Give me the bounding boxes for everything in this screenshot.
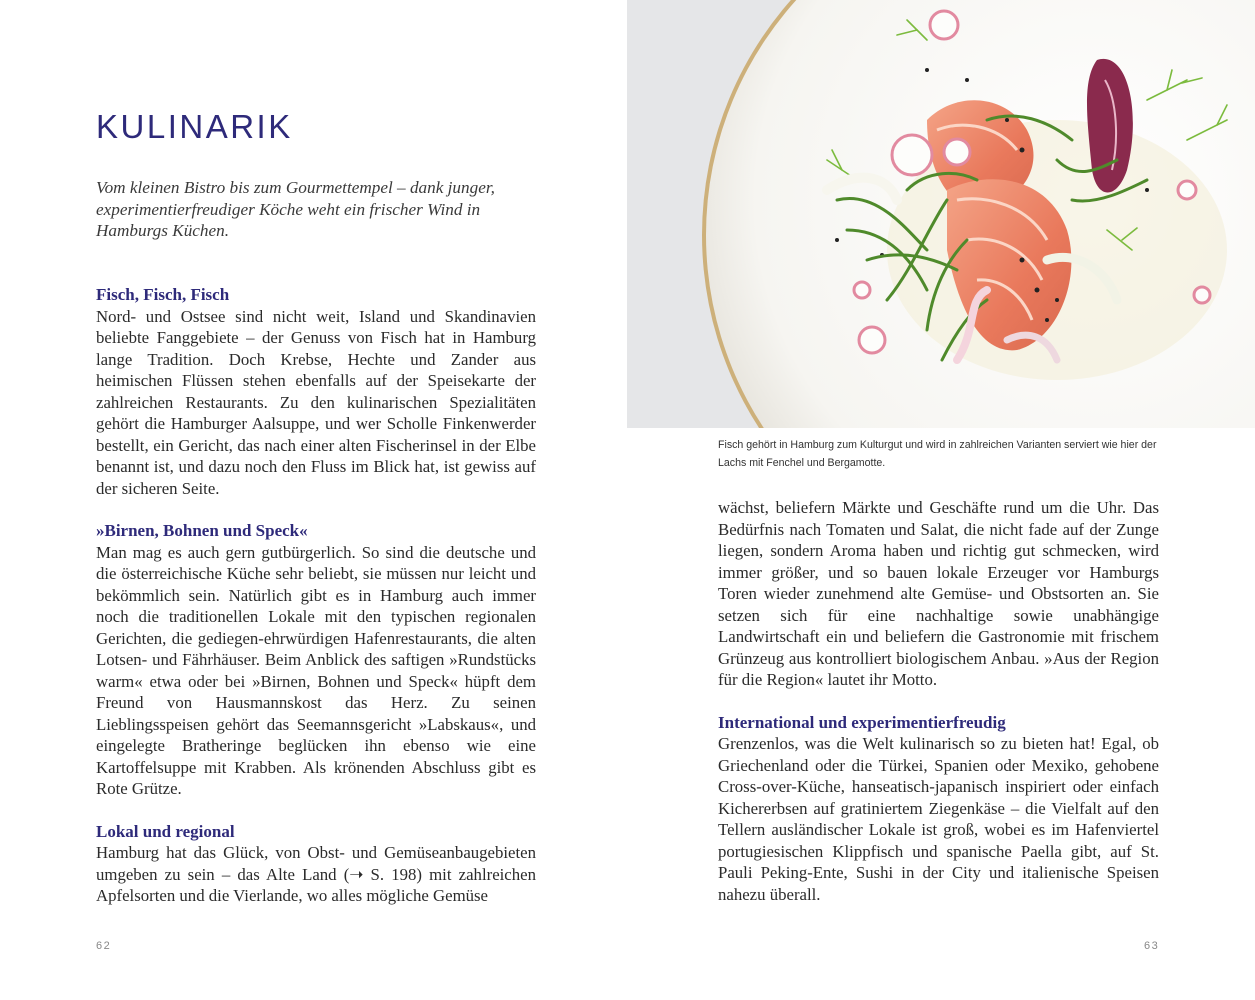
- continuation-text: wächst, beliefern Märkte und Geschäfte rund um die Uhr. Das Bedürfnis nach Tomaten und Salat, die nicht fade auf der Zunge liegen, sondern Aroma haben und richtig gut schmecken, wird immer größer, und so bauen lokale Erzeuger vor Hamburgs Toren wieder zunehmend alte Gemüse- und Obstsorten an. Sie setzen sich für eine nachhaltige sowie unabhängige Landwirtschaft ein und beliefern die Gastronomie mit frischem Grünzeug aus kontrolliert biologischem Anbau. »Aus der Region für die Region« lautet ihr Motto.: [718, 498, 1159, 689]
- left-text-column: [96, 284, 536, 907]
- photo-caption: Fisch gehört in Hamburg zum Kulturgut und wird in zahlreichen Varianten serviert wie hier der Lachs mit Fenchel und Bergamotte.: [718, 439, 1157, 469]
- salmon-dish-photo: [627, 0, 1255, 428]
- intro-text: Vom kleinen Bistro bis zum Gourmettempel – dank junger, experimentierfreudiger Köche weht ein frischer Wind in Hamburgs Küchen.: [96, 178, 495, 240]
- chapter-title: KULINARIK: [96, 108, 293, 145]
- left-page: [0, 0, 627, 1000]
- section-body: Man mag es auch gern gutbürgerlich. So sind die deutsche und die österreichische Küche sehr beliebt, sie müssen nur leicht und bekömmlich sein. Natürlich gibt es in Hamburg auch immer noch die traditionellen Lokale mit den typischen regionalen Gerichten, die gediegen-ehrwürdigen Hafenrestaurants, die alten Lotsen- und Fährhäuser. Beim Anblick des saftigen »Rundstücks warm« etwa oder bei »Birnen, Bohnen und Speck« hüpft dem Freund von Hausmannskost das Herz. Zu seinen Lieblingsspeisen gehört das Seemannsgericht »Labskaus«, und eingelegte Bratheringe beglücken ihn ebenso wie eine Kartoffelsuppe mit Krabben. Als krönenden Abschluss gibt es Rote Grütze.: [96, 542, 536, 798]
- section-body: Nord- und Ostsee sind nicht weit, Island und Skandinavien beliebte Fanggebiete – der Genuss von Fisch hat in Hamburg lange Tradition. Doch Krebse, Hechte und Zander aus heimischen Flüssen stehen ebenfalls auf der Speisekarte der zahlreichen Restaurants. Zu den kulinarischen Spezialitäten gehört die Hamburger Aalsuppe, und wer Scholle Finkenwerder bestellt, ein Gericht, das nach einer alten Fischerinsel in der Elbe benannt ist, und dazu noch den Fluss im Blick hat, ist gewiss auf der sicheren Seite.: [96, 306, 536, 498]
- section-body: Hamburg hat das Glück, von Obst- und Gemüseanbaugebieten umgeben zu sein – das Alte Land (➝ S. 198) mit zahlreichen Apfelsorten und die Vierlande, wo alles mögliche Gemüse: [96, 843, 536, 905]
- right-text-column: [718, 497, 1159, 905]
- page-number: 62: [96, 940, 112, 952]
- section-body: Grenzenlos, was die Welt kulinarisch so zu bieten hat! Egal, ob Griechenland oder die Türkei, Spanien oder Mexiko, gehobene Cross-over-Küche, hanseatisch-japanisch inspiriert oder einfach Kichererbsen auf gratiniertem Ziegenkäse – die Vielfalt auf den Tellern ausländischer Lokale ist groß, wobei es im Hafenviertel portugiesischen Klippfisch und spanische Paella gibt, auf St. Pauli Peking-Ente, Sushi in der City und italienische Speisen nahezu überall.: [718, 734, 1159, 904]
- section-heading: Fisch, Fisch, Fisch: [96, 285, 230, 304]
- section-heading: International und experimentierfreudig: [718, 712, 1006, 732]
- page-number: 63: [1144, 940, 1160, 952]
- section-heading: Lokal und regional: [96, 821, 235, 841]
- section-heading: »Birnen, Bohnen und Speck«: [96, 521, 308, 540]
